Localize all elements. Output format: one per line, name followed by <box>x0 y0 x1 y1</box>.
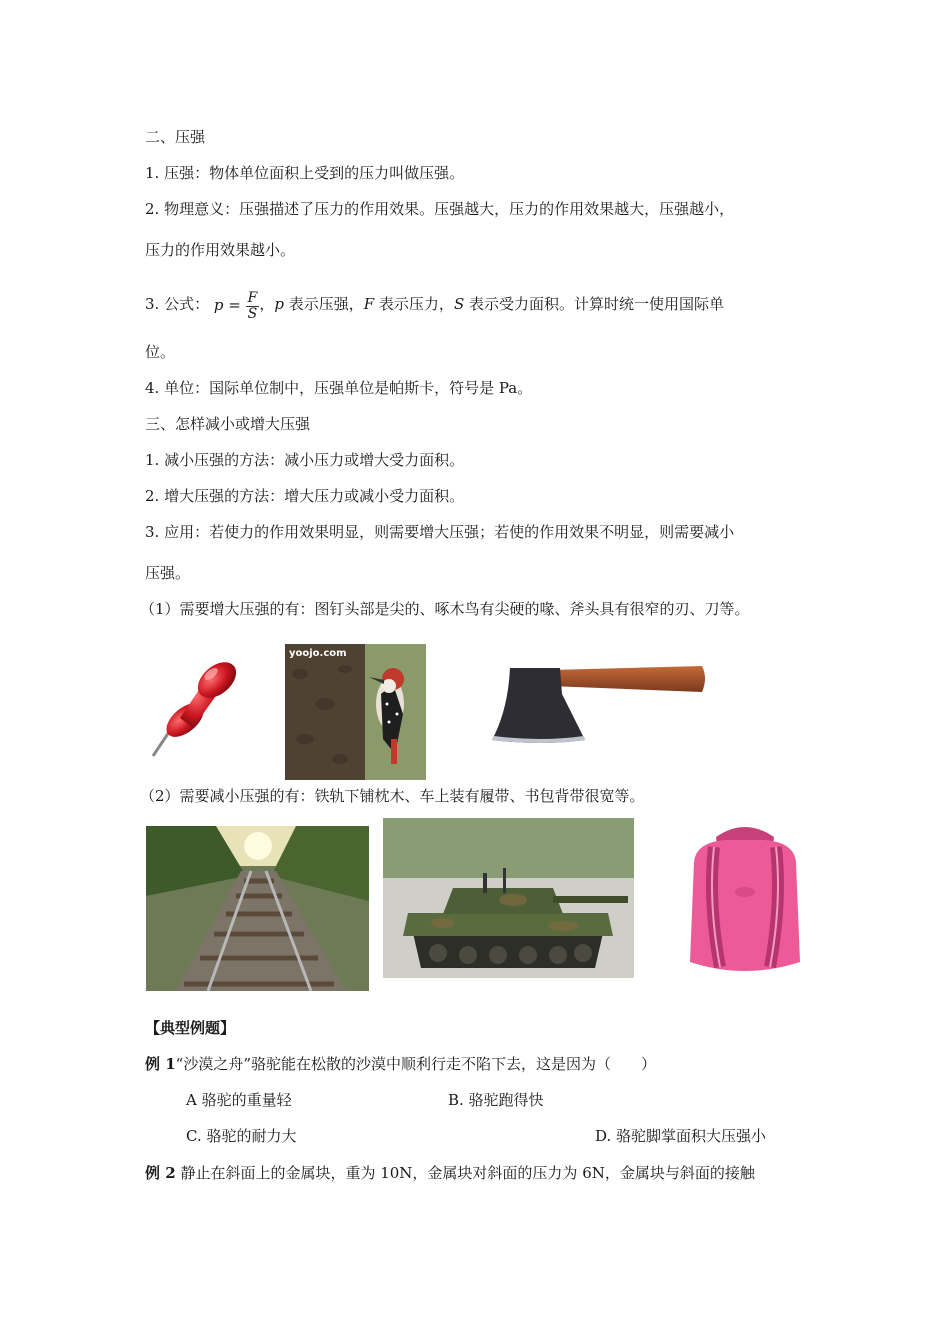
examples-heading: 【典型例题】 <box>145 1019 236 1037</box>
formula-line <box>145 287 724 321</box>
application-line: 3. 应用：若使力的作用效果明显，则需要增大压强；若使的作用效果不明显，则需要减小 <box>145 523 735 541</box>
option-d: D. 骆驼脚掌面积大压强小 <box>595 1127 767 1145</box>
example-2-text: 静止在斜面上的金属块，重为 10N，金属块对斜面的压力为 6N，金属块与斜面的接触 <box>175 1164 755 1182</box>
meaning-line-cont: 压力的作用效果越小。 <box>145 241 296 259</box>
woodpecker-watermark: yoojo.com <box>289 648 347 659</box>
reduce-method-line: 1. 减小压强的方法：减小压力或增大受力面积。 <box>145 451 465 469</box>
text-S: 表示受力面积。计算时统一使用国际单 <box>464 295 724 313</box>
formula-separator: ， <box>259 295 275 313</box>
var-F: F <box>363 295 375 313</box>
formula-lhs: p = <box>213 296 241 314</box>
formula-label: 3. 公式： <box>145 295 210 313</box>
railway-image <box>146 826 369 991</box>
option-a: A 骆驼的重量轻 <box>186 1091 292 1109</box>
definition-line: 1. 压强：物体单位面积上受到的压力叫做压强。 <box>145 164 465 182</box>
formula-denominator: S <box>247 305 258 322</box>
tank-image <box>383 818 634 978</box>
option-b: B. 骆驼跑得快 <box>448 1091 544 1109</box>
woodpecker-image <box>285 644 426 780</box>
pressure-formula <box>214 288 259 322</box>
option-c: C. 骆驼的耐力大 <box>186 1127 297 1145</box>
pushpin-image <box>145 648 245 763</box>
example-1-text: “沙漠之舟”骆驼能在松散的沙漠中顺利行走不陷下去，这是因为（ ） <box>175 1055 657 1073</box>
section-heading-change-pressure: 三、怎样减小或增大压强 <box>145 415 311 433</box>
example-1 <box>145 1054 656 1074</box>
formula-fraction <box>246 291 260 322</box>
text-p: 表示压强， <box>283 295 364 313</box>
backpack-image <box>676 822 814 978</box>
example-2 <box>145 1163 755 1183</box>
example-2-label: 例 2 <box>145 1164 176 1182</box>
increase-method-line: 2. 增大压强的方法：增大压力或减小受力面积。 <box>145 487 465 505</box>
application-line-cont: 压强。 <box>145 564 191 582</box>
reduce-examples-line: （2）需要减小压强的有：铁轨下铺枕木、车上装有履带、书包背带很宽等。 <box>140 787 645 805</box>
unit-line: 4. 单位：国际单位制中，压强单位是帕斯卡，符号是 Pa。 <box>145 379 533 397</box>
meaning-line: 2. 物理意义：压强描述了压力的作用效果。压强越大，压力的作用效果越大，压强越小， <box>145 200 735 218</box>
var-S: S <box>453 295 465 313</box>
increase-examples-line: （1）需要增大压强的有：图钉头部是尖的、啄木鸟有尖硬的喙、斧头具有很窄的刃、刀等。 <box>140 600 750 618</box>
axe-image <box>480 660 710 750</box>
section-heading-pressure: 二、压强 <box>145 128 206 146</box>
formula-line-cont: 位。 <box>145 343 176 361</box>
formula-numerator: F <box>247 289 258 306</box>
example-1-label: 例 1 <box>145 1055 176 1073</box>
text-F: 表示压力， <box>374 295 454 313</box>
var-p: p <box>274 295 284 313</box>
